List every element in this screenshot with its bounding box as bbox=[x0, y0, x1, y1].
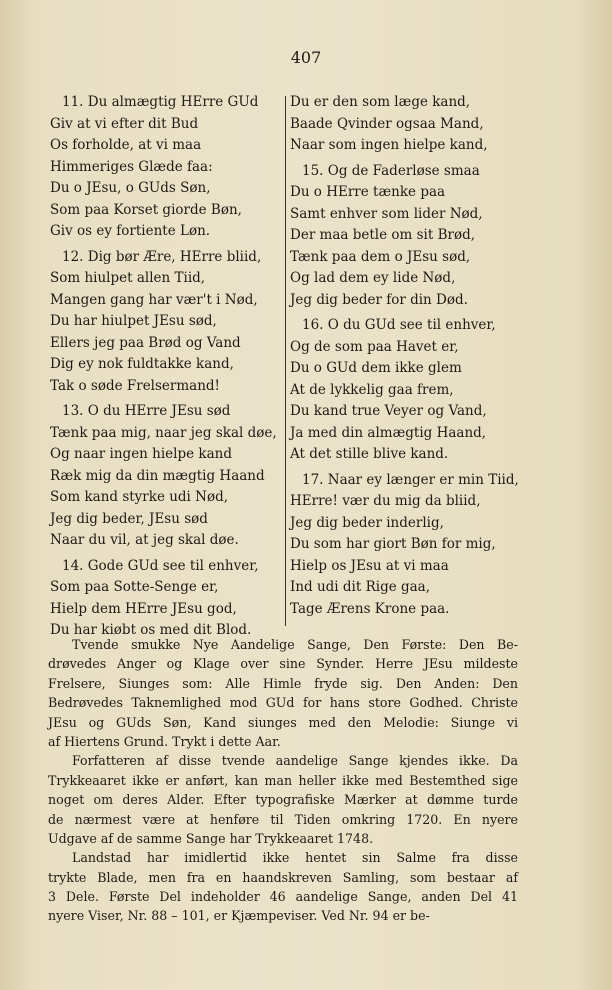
verse-line: Som hiulpet allen Tiid, bbox=[50, 270, 206, 286]
verse-line: Ellers jeg paa Brød og Vand bbox=[50, 334, 241, 351]
verse-line: Og naar ingen hielpe kand bbox=[50, 446, 232, 462]
verse-line: Som kand styrke udi Nød, bbox=[50, 489, 229, 505]
verse-line: Tænk paa mig, naar jeg skal døe, bbox=[50, 424, 277, 441]
page-number: 407 bbox=[290, 48, 322, 67]
verse-line: Tage Ærens Krone paa. bbox=[290, 600, 450, 617]
prose-line: Udgave af de samme Sange har Trykkeaaret 1748. bbox=[48, 830, 374, 846]
verse-line: Som paa Korset giorde Bøn, bbox=[50, 201, 242, 218]
prose-line: nyere Viser, Nr. 88 – 101, er Kjæmpeviser. Ved Nr. 94 er be- bbox=[48, 908, 430, 924]
verse-line: Ind udi dit Rige gaa, bbox=[290, 579, 431, 595]
verse-line: HErre! vær du mig da bliid, bbox=[290, 493, 481, 509]
verse-line: Der maa betle om sit Brød, bbox=[290, 227, 476, 243]
verse bbox=[50, 247, 282, 398]
verse bbox=[290, 470, 522, 621]
verse-line: Dig ey nok fuldtakke kand, bbox=[50, 356, 234, 372]
verse-line: Naar som ingen hielpe kand, bbox=[290, 137, 488, 153]
verse bbox=[50, 556, 282, 642]
left-hymn-column bbox=[50, 92, 282, 642]
verse-line: Ja med din almægtig Haand, bbox=[290, 424, 487, 441]
verse-line: 14. Gode GUd see til enhver, bbox=[62, 557, 259, 574]
verse-line: Som paa Sotte-Senge er, bbox=[50, 579, 219, 595]
prose-line: Bedrøvedes Taknemlighed mod GUd for hans store Godhed. Christe bbox=[48, 695, 518, 711]
commentary-text bbox=[48, 635, 518, 926]
verse-line: Mangen gang har vær't i Nød, bbox=[50, 291, 258, 308]
column-divider bbox=[285, 96, 286, 626]
verse bbox=[290, 161, 522, 312]
verse-line: 13. O du HErre JEsu sød bbox=[62, 403, 231, 419]
prose-line: drøvedes Anger og Klage over sine Synder. Herre JEsu mildeste bbox=[48, 656, 518, 672]
verse-line: Og lad dem ey lide Nød, bbox=[290, 270, 456, 286]
prose-line: trykte Blade, men fra en haandskreven Samling, som bestaar af bbox=[48, 869, 518, 885]
verse-line: Samt enhver som lider Nød, bbox=[290, 205, 483, 222]
verse-line: Giv at vi efter dit Bud bbox=[50, 115, 199, 132]
prose-line: Forfatteren af disse tvende aandelige Sange kjendes ikke. Da bbox=[72, 753, 518, 769]
verse-line: Hielp os JEsu at vi maa bbox=[290, 557, 449, 574]
verse-line: Tænk paa dem o JEsu sød, bbox=[290, 248, 471, 265]
prose-line: JEsu og GUds Søn, Kand siunges med den Melodie: Siunge vi bbox=[48, 714, 518, 730]
verse-line: Jeg dig beder for din Død. bbox=[290, 291, 468, 308]
verse-line: Du o HErre tænke paa bbox=[290, 184, 446, 200]
verse bbox=[50, 92, 282, 243]
verse-line: Du har kiøbt os med dit Blod. bbox=[50, 622, 252, 638]
verse bbox=[290, 92, 522, 157]
verse-line: Du er den som læge kand, bbox=[290, 94, 471, 110]
prose-line: Trykkeaaret ikke er anført, kan man heller ikke med Bestemthed sige bbox=[48, 772, 518, 788]
prose-line: de nærmest være at henføre til Tiden omkring 1720. En nyere bbox=[48, 811, 518, 827]
verse bbox=[290, 315, 522, 466]
verse-line: 17. Naar ey længer er min Tiid, bbox=[302, 471, 519, 488]
verse-line: Giv os ey fortiente Løn. bbox=[50, 223, 211, 239]
verse-line: At det stille blive kand. bbox=[290, 446, 449, 462]
verse-line: Du o JEsu, o GUds Søn, bbox=[50, 180, 211, 196]
prose-line: Frelsere, Siunges som: Alle Himle fryde sig. Den Anden: Den bbox=[48, 675, 518, 691]
verse-line: 12. Dig bør Ære, HErre bliid, bbox=[62, 248, 262, 265]
verse-line: Baade Qvinder ogsaa Mand, bbox=[290, 115, 484, 132]
verse bbox=[50, 401, 282, 552]
verse-line: Du o GUd dem ikke glem bbox=[290, 360, 462, 376]
right-hymn-column bbox=[290, 92, 522, 620]
verse-line: 11. Du almægtig HErre GUd bbox=[62, 94, 259, 110]
verse-line: Du som har giort Bøn for mig, bbox=[290, 536, 496, 552]
verse-line: Og de som paa Havet er, bbox=[290, 338, 459, 355]
verse-line: Tak o søde Frelsermand! bbox=[50, 377, 220, 394]
prose-line: af Hiertens Grund. Trykt i dette Aar. bbox=[48, 733, 281, 749]
prose-line: Landstad har imidlertid ikke hentet sin Salme fra disse bbox=[72, 850, 518, 866]
verse-line: Hielp dem HErre JEsu god, bbox=[50, 600, 237, 617]
verse-line: Himmeriges Glæde faa: bbox=[50, 158, 213, 175]
verse-line: 15. Og de Faderløse smaa bbox=[302, 162, 480, 179]
prose-line: Tvende smukke Nye Aandelige Sange, Den Første: Den Be- bbox=[72, 637, 518, 652]
verse-line: Naar du vil, at jeg skal døe. bbox=[50, 532, 239, 548]
verse-line: At de lykkelig gaa frem, bbox=[290, 381, 454, 398]
verse-line: Jeg dig beder, JEsu sød bbox=[50, 510, 208, 527]
verse-line: Ræk mig da din mægtig Haand bbox=[50, 467, 265, 484]
verse-line: Du kand true Veyer og Vand, bbox=[290, 403, 487, 419]
verse-line: Du har hiulpet JEsu sød, bbox=[50, 313, 217, 329]
prose-line: noget om deres Alder. Efter typografiske Mærker at dømme turde bbox=[48, 792, 518, 808]
verse-line: Os forholde, at vi maa bbox=[50, 137, 202, 153]
verse-line: Jeg dig beder inderlig, bbox=[290, 514, 444, 531]
verse-line: 16. O du GUd see til enhver, bbox=[302, 317, 496, 333]
prose-line: 3 Dele. Første Del indeholder 46 aandelige Sange, anden Del 41 bbox=[48, 889, 518, 905]
